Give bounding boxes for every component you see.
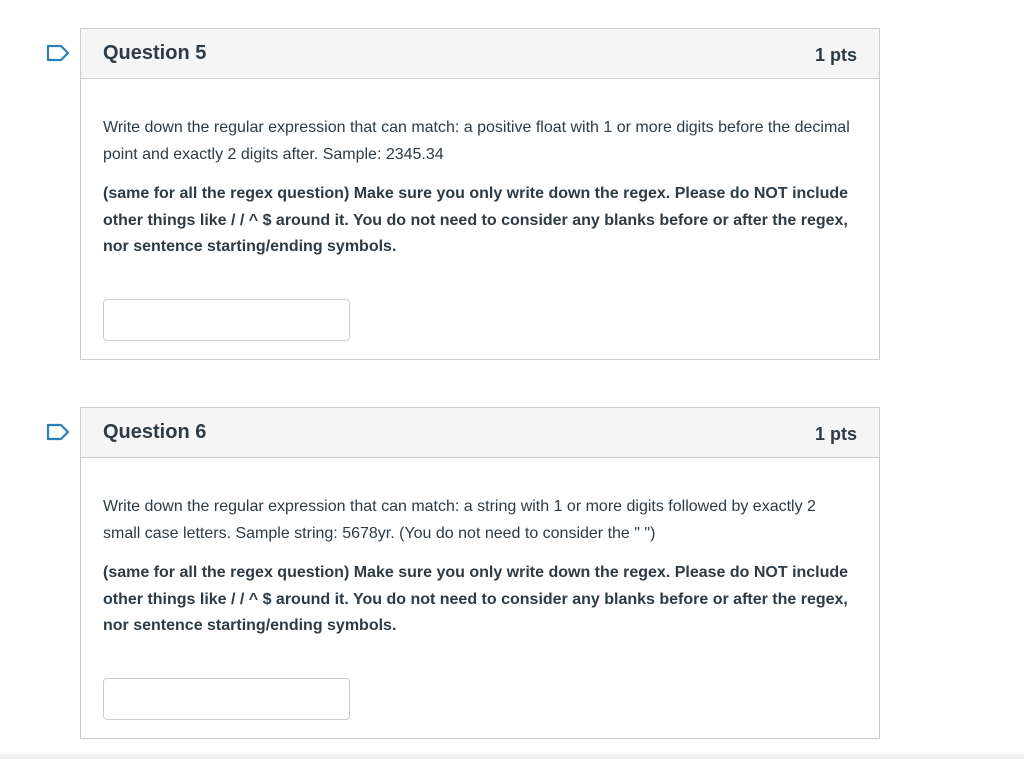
bottom-shadow [0, 751, 1024, 759]
question-title: Question 5 [103, 42, 207, 64]
question-5-card [80, 28, 880, 360]
question-text: Write down the regular expression that can match: a string with 1 or more digits followed by exactly 2 small case letters. Sample string: 5678yr. (You do not need to consider the " ") [103, 498, 816, 542]
flag-question-6-icon[interactable] [46, 423, 70, 441]
question-body [81, 458, 879, 720]
flag-question-5-icon[interactable] [46, 44, 70, 62]
question-title: Question 6 [103, 421, 207, 443]
question-body [81, 79, 879, 341]
answer-input-question-6[interactable] [103, 678, 350, 720]
question-header [81, 408, 879, 458]
question-header [81, 29, 879, 79]
answer-input-question-5[interactable] [103, 299, 350, 341]
question-note: (same for all the regex question) Make sure you only write down the regex. Please do NOT include other things like / / ^ $ around it. You do not need to consider any blanks before or after the regex, nor sentence starting/ending symbols. [103, 185, 849, 255]
question-points: 1 pts [814, 45, 857, 65]
question-text: Write down the regular expression that can match: a positive float with 1 or more digits before the decimal point and exactly 2 digits after. Sample: 2345.34 [103, 119, 850, 163]
question-note: (same for all the regex question) Make sure you only write down the regex. Please do NOT include other things like / / ^ $ around it. You do not need to consider any blanks before or after the regex, nor sentence starting/ending symbols. [103, 564, 849, 634]
question-6-card [80, 407, 880, 739]
question-points: 1 pts [814, 424, 857, 444]
